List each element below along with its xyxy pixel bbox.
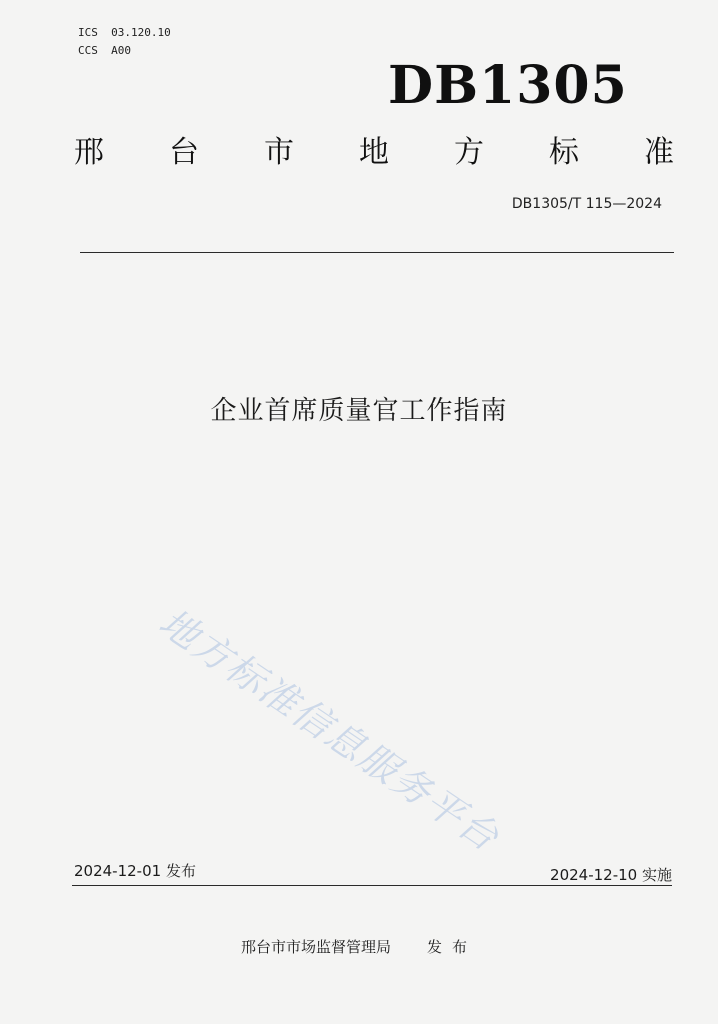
standard-code-large: DB1305 — [388, 55, 628, 116]
issuer-line — [0, 935, 718, 959]
standard-type-char: 台 — [169, 135, 199, 170]
classification-codes — [78, 24, 171, 60]
bottom-divider — [72, 885, 672, 886]
standard-type-heading — [74, 132, 674, 174]
standard-type-char: 标 — [549, 135, 579, 170]
watermark: 地方标准信息服务平台 — [151, 600, 508, 861]
standard-type-char: 准 — [644, 135, 674, 170]
standard-type-char: 地 — [359, 135, 389, 170]
issuer-action: 发布 — [427, 938, 478, 956]
implement-date: 2024-12-10 实施 — [550, 866, 672, 884]
standard-number: DB1305/T 115—2024 — [511, 196, 662, 212]
issuer-name: 邢台市市场监督管理局 — [240, 938, 391, 956]
document-title: 企业首席质量官工作指南 — [210, 396, 508, 426]
ics-code: ICS 03.120.10 — [78, 26, 171, 39]
ccs-code: CCS A00 — [78, 44, 131, 57]
standard-type-char: 邢 — [74, 135, 104, 170]
standard-type-char: 市 — [264, 135, 294, 170]
standard-type-char: 方 — [454, 135, 484, 170]
publish-date: 2024-12-01 发布 — [74, 862, 196, 880]
top-divider — [80, 252, 674, 253]
